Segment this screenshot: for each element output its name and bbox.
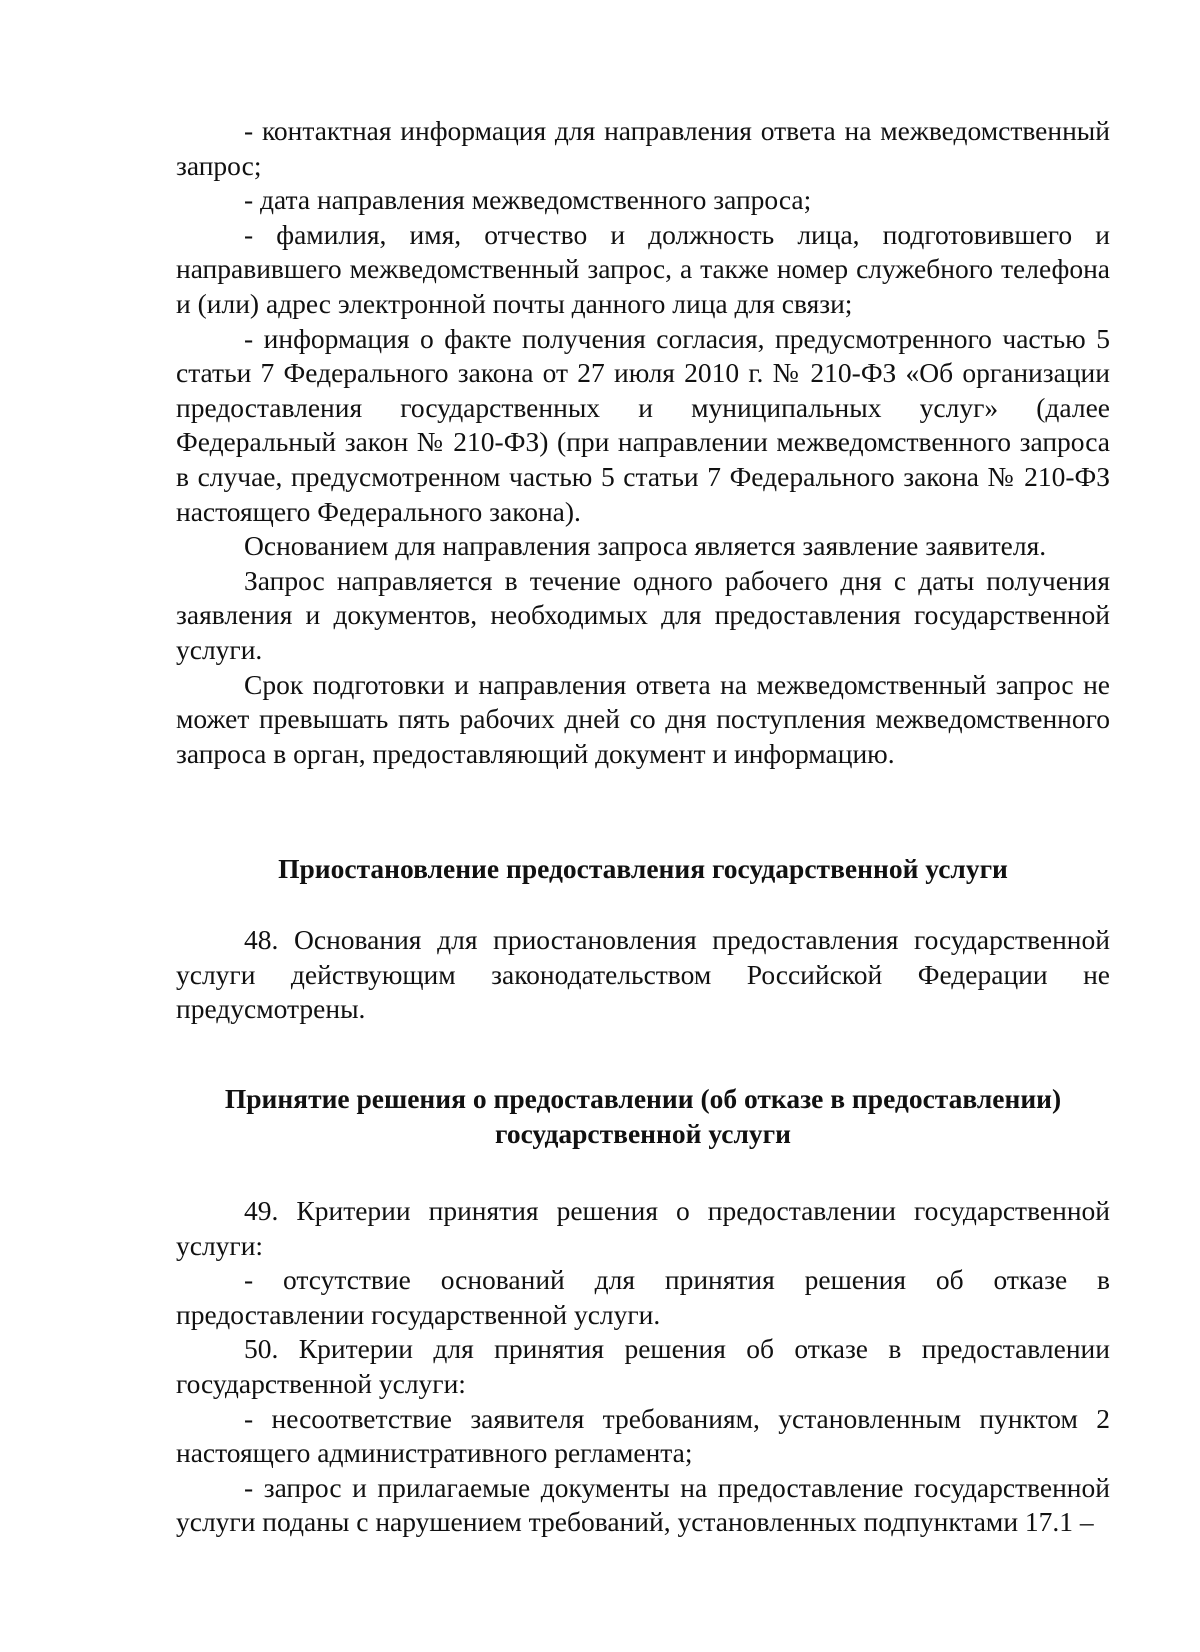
heading-decision-line1: Принятие решения о предоставлении (об отказе в предоставлении) — [224, 1083, 1062, 1114]
heading-suspension: Приостановление предоставления государственной услуги — [278, 853, 1008, 884]
section-interagency-request — [176, 114, 1110, 771]
paragraph-50-applicant-mismatch: - несоответствие заявителя требованиям, установленным пунктом 2 настоящего административного регламента; — [176, 1402, 1110, 1469]
paragraph-request-basis: Основанием для направления запроса является заявление заявителя. — [244, 530, 1047, 562]
paragraph-request-timing: Запрос направляется в течение одного рабочего дня с даты получения заявления и документов, необходимых для предоставления государственной услуги. — [176, 564, 1110, 665]
paragraph-consent-info: - информация о факте получения согласия, предусмотренного частью 5 статьи 7 Федерального закона от 27 июля 2010 г. № 210-ФЗ «Об организации предоставления государственных и муниципальных услуг» (далее Федеральный закон № 210-ФЗ) (при направлении межведомственного запроса в случае, предусмотренном частью 5 статьи 7 Федерального закона № 210-ФЗ настоящего Федерального закона). — [176, 322, 1110, 527]
paragraph-response-deadline: Срок подготовки и направления ответа на межведомственный запрос не может превышать пять рабочих дней со дня поступления межведомственного запроса в орган, предоставляющий документ и информацию. — [176, 668, 1110, 769]
paragraph-responsible-person: - фамилия, имя, отчество и должность лица, подготовившего и направившего межведомственный запрос, а также номер служебного телефона и (или) адрес электронной почты данного лица для связи; — [176, 218, 1110, 319]
paragraph-49-criterion: - отсутствие оснований для принятия решения об отказе в предоставлении государственной услуги. — [176, 1264, 1110, 1330]
section-suspension-body — [176, 923, 1110, 1027]
paragraph-48: 48. Основания для приостановления предоставления государственной услуги действующим законодательством Российской Федерации не предусмотрены. — [176, 924, 1110, 1025]
paragraph-49: 49. Критерии принятия решения о предоставлении государственной услуги: — [176, 1195, 1110, 1261]
paragraph-50-request-violation: - запрос и прилагаемые документы на предоставление государственной услуги поданы с нарушением требований, установленных подпунктами 17.1 – — [176, 1471, 1110, 1538]
paragraph-request-date: - дата направления межведомственного запроса; — [244, 184, 812, 216]
section-heading-suspension — [176, 852, 1110, 887]
paragraph-50: 50. Критерии для принятия решения об отказе в предоставлении государственной услуги: — [176, 1333, 1110, 1399]
heading-decision-line2: государственной услуги — [495, 1117, 791, 1149]
paragraph-contact-info: - контактная информация для направления ответа на межведомственный запрос; — [176, 115, 1110, 181]
section-heading-decision — [176, 1082, 1110, 1151]
section-decision-body — [176, 1194, 1110, 1540]
